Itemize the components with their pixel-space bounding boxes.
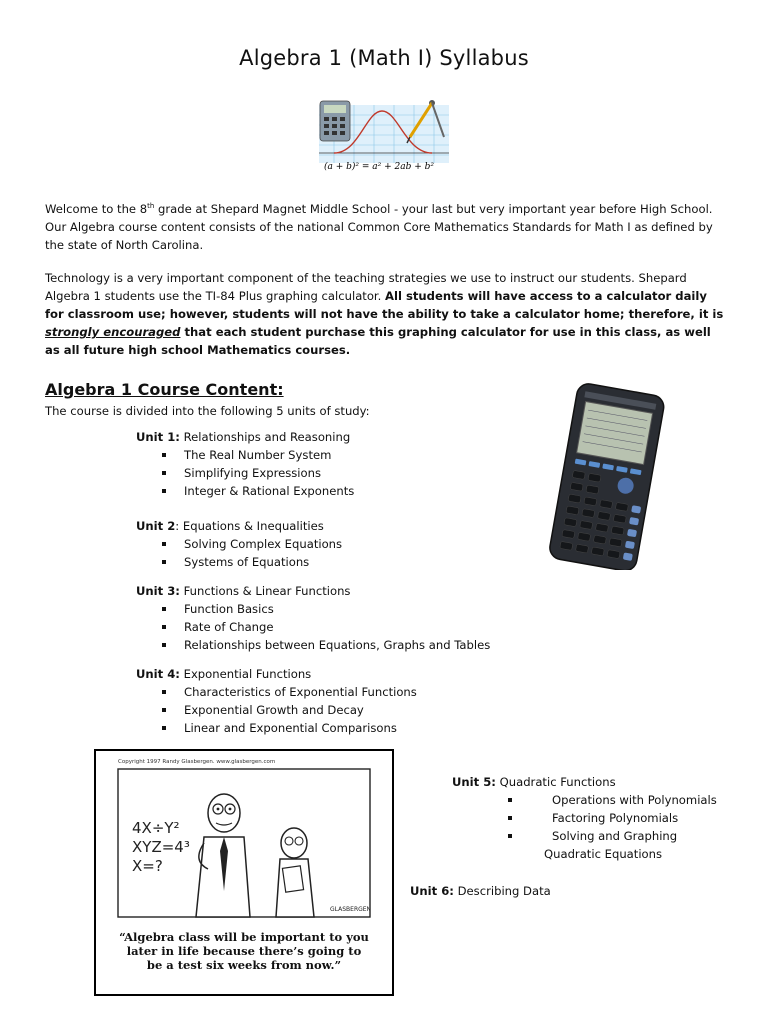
welcome-superscript: th bbox=[147, 202, 155, 210]
unit-1-title: Relationships and Reasoning bbox=[183, 430, 351, 444]
list-item: Rate of Change bbox=[136, 618, 490, 636]
course-intro: The course is divided into the following 5 units of study: bbox=[45, 404, 370, 418]
list-item-continuation: Quadratic Equations bbox=[544, 847, 663, 861]
unit-1-number: Unit 1: bbox=[136, 430, 180, 444]
technology-paragraph bbox=[45, 269, 725, 359]
math-clipart-image bbox=[314, 97, 454, 173]
unit-4 bbox=[136, 665, 417, 737]
unit-2-number: Unit 2 bbox=[136, 519, 176, 533]
technology-emphasis: strongly encouraged bbox=[45, 325, 181, 339]
unit-3-number: Unit 3: bbox=[136, 584, 180, 598]
cartoon-image bbox=[94, 749, 394, 996]
unit-5 bbox=[452, 773, 742, 863]
unit-3 bbox=[136, 582, 490, 654]
unit-6 bbox=[410, 882, 551, 900]
cartoon-caption-line-3: be a test six weeks from now.” bbox=[146, 958, 342, 972]
unit-4-number: Unit 4: bbox=[136, 667, 180, 681]
list-item: Linear and Exponential Comparisons bbox=[136, 719, 417, 737]
welcome-text-2: grade at Shepard Magnet Middle School - your last but very important year before High School. Our Algebra course content consists of the national Common Core Mathematics Standards for Math I as defined by the state of North Carolina. bbox=[45, 201, 713, 252]
course-content-heading: Algebra 1 Course Content: bbox=[45, 380, 284, 399]
board-equation-3: X=? bbox=[132, 857, 163, 875]
list-item: Relationships between Equations, Graphs and Tables bbox=[136, 636, 490, 654]
technology-bold-text-1: All students will have access to a calculator daily for classroom use; however, students will not have the ability to take a calculator home; therefore, it is bbox=[45, 289, 724, 321]
list-item: Solving and Graphing bbox=[452, 827, 742, 845]
board-equation-1: 4X÷Y² bbox=[132, 819, 180, 837]
cartoon-caption-line-1: “Algebra class will be important to you bbox=[119, 930, 369, 944]
unit-3-title: Functions & Linear Functions bbox=[183, 584, 351, 598]
cartoon-copyright: Copyright 1997 Randy Glasbergen. www.glasbergen.com bbox=[118, 759, 276, 765]
graphing-calculator-image bbox=[535, 382, 675, 570]
unit-5-number: Unit 5: bbox=[452, 775, 496, 789]
list-item: Characteristics of Exponential Functions bbox=[136, 683, 417, 701]
cartoon-caption-line-2: later in life because there’s going to bbox=[126, 944, 362, 958]
list-item: Operations with Polynomials bbox=[452, 791, 742, 809]
list-item: Factoring Polynomials bbox=[452, 809, 742, 827]
list-item: Solving Complex Equations bbox=[136, 535, 342, 553]
unit-4-title: Exponential Functions bbox=[183, 667, 312, 681]
list-item: Function Basics bbox=[136, 600, 490, 618]
unit-6-number: Unit 6: bbox=[410, 884, 454, 898]
list-item: Systems of Equations bbox=[136, 553, 342, 571]
technology-bold-text-2: that each student purchase this graphing calculator for use in this class, as well as all future high school Mathematics courses. bbox=[45, 325, 711, 357]
board-equation-2: XYZ=4³ bbox=[132, 838, 190, 856]
technology-text: Technology is a very important component of the teaching strategies we use to instruct our students. Shepard Algebra 1 students use the TI-84 Plus graphing calculator. bbox=[45, 271, 687, 303]
unit-5-title: Quadratic Functions bbox=[499, 775, 616, 789]
welcome-text-1: Welcome to the 8 bbox=[45, 201, 148, 216]
page-title: Algebra 1 (Math I) Syllabus bbox=[239, 46, 529, 70]
cartoon-signature: GLASBERGEN bbox=[330, 906, 372, 913]
clipart-formula: (a + b)² = a² + 2ab + b² bbox=[324, 162, 435, 172]
welcome-paragraph bbox=[45, 197, 725, 254]
unit-6-title: Describing Data bbox=[457, 884, 551, 898]
list-item: The Real Number System bbox=[136, 446, 354, 464]
list-item: Integer & Rational Exponents bbox=[136, 482, 354, 500]
unit-1 bbox=[136, 428, 354, 500]
list-item: Exponential Growth and Decay bbox=[136, 701, 417, 719]
list-item: Simplifying Expressions bbox=[136, 464, 354, 482]
unit-2 bbox=[136, 517, 342, 571]
unit-2-title: : Equations & Inequalities bbox=[175, 519, 324, 533]
